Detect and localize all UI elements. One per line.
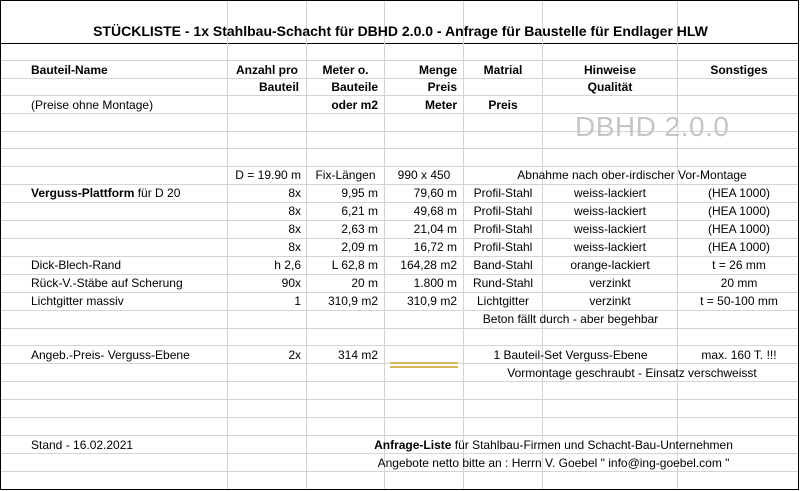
row-anzahl: 1	[294, 294, 301, 308]
row-meter: 310,9 m2	[327, 294, 378, 308]
row-menge: 310,9 m2	[406, 294, 457, 308]
angebot-max: max. 160 T. !!!	[701, 348, 777, 362]
header-bauteil: Bauteil-Name	[31, 63, 108, 77]
row-anzahl: h 2,6	[274, 258, 301, 272]
row-meter: 9,95 m	[341, 186, 378, 200]
row-sonstiges: t = 26 mm	[712, 258, 766, 272]
row-name: Rück-V.-Stäbe auf Scherung	[31, 276, 183, 290]
row-material: Band-Stahl	[473, 258, 533, 272]
sheet-title: STÜCKLISTE - 1x Stahlbau-Schacht für DBHD 2.0.0 - Anfrage für Baustelle für Endlager HLW	[93, 23, 708, 39]
angebot-anzahl: 2x	[288, 348, 301, 362]
row-hinweise: weiss-lackiert	[573, 240, 646, 254]
grid-line	[1, 328, 799, 329]
row-sonstiges: (HEA 1000)	[707, 222, 771, 236]
anfrage-label: Anfrage-Liste	[374, 438, 452, 452]
row-anzahl: 8x	[288, 186, 301, 200]
header-meter-2: Bauteile	[331, 80, 378, 94]
grid-line	[1, 435, 799, 436]
row-sonstiges: (HEA 1000)	[707, 204, 771, 218]
row-menge: 16,72 m	[413, 240, 457, 254]
row-hinweise: weiss-lackiert	[573, 222, 646, 236]
grid-line	[1, 95, 799, 96]
row-material: Lichtgitter	[476, 294, 530, 308]
angebot-vormontage: Vormontage geschraubt - Einsatz verschweisst	[507, 366, 757, 380]
header-anzahl-2: Bauteil	[258, 80, 299, 94]
row-meter: 20 m	[351, 276, 378, 290]
title-divider	[1, 43, 799, 44]
row-material: Rund-Stahl	[472, 276, 534, 290]
dbhd-watermark: DBHD 2.0.0	[575, 111, 730, 142]
header-sonstiges: Sonstiges	[710, 63, 768, 77]
row-sonstiges: 20 mm	[720, 276, 758, 290]
grid-line	[1, 345, 799, 346]
row-hinweise: orange-lackiert	[570, 258, 650, 272]
header-menge: Menge	[418, 63, 457, 77]
header-anzahl: Anzahl pro	[236, 63, 298, 77]
row-sonstiges: t = 50-100 mm	[700, 294, 778, 308]
grid-line	[1, 310, 799, 311]
row-meter: L 62,8 m	[331, 258, 378, 272]
row-meter: 2,63 m	[341, 222, 378, 236]
row-material: Profil-Stahl	[473, 204, 533, 218]
row-anzahl: 90x	[281, 276, 301, 290]
row-material: Profil-Stahl	[473, 240, 533, 254]
gold-underline	[390, 366, 458, 368]
row-menge: 164,28 m2	[400, 258, 457, 272]
grid-line	[1, 399, 799, 400]
row-name: Lichtgitter massiv	[31, 294, 124, 308]
row-material: Profil-Stahl	[473, 186, 533, 200]
header-hinweise: Hinweise	[583, 63, 637, 77]
info-laengen: Fix-Längen	[315, 168, 376, 182]
gold-underline	[390, 362, 458, 364]
angebote-contact: Angebote netto bitte an : Herrn V. Goebel " info@ing-goebel.com "	[377, 456, 730, 470]
header-menge-2: Preis	[427, 80, 457, 94]
row-menge: 79,60 m	[413, 186, 457, 200]
angebot-name: Angeb.-Preis- Verguss-Ebene	[31, 348, 190, 362]
grid-line	[1, 417, 799, 418]
header-menge-3: Meter	[424, 98, 457, 112]
row-hinweise: verzinkt	[589, 276, 631, 290]
row-menge: 1.800 m	[413, 276, 457, 290]
grid-line	[1, 453, 799, 454]
angebot-meter: 314 m2	[337, 348, 378, 362]
info-mass: 990 x 450	[397, 168, 451, 182]
header-meter: Meter o.	[322, 63, 369, 77]
info-diameter: D = 19.90 m	[235, 168, 301, 182]
row-anzahl: 8x	[288, 204, 301, 218]
row-anzahl: 8x	[288, 240, 301, 254]
row-anzahl: 8x	[288, 222, 301, 236]
row-material: Profil-Stahl	[473, 222, 533, 236]
grid-line	[1, 381, 799, 382]
row-meter: 2,09 m	[341, 240, 378, 254]
header-hinweise-2: Qualität	[587, 80, 633, 94]
preise-note: (Preise ohne Montage)	[31, 98, 154, 112]
anfrage-line	[307, 437, 799, 453]
grid-line	[1, 148, 799, 149]
header-meter-3: oder m2	[331, 98, 378, 112]
row-menge: 49,68 m	[413, 204, 457, 218]
header-material: Matrial	[483, 63, 523, 77]
info-note: Abnahme nach ober-irdischer Vor-Montage	[517, 168, 747, 182]
header-material-2: Preis	[488, 98, 518, 112]
grid-line	[1, 60, 799, 61]
row-menge: 21,04 m	[413, 222, 457, 236]
row-sonstiges: (HEA 1000)	[707, 240, 771, 254]
row-hinweise: verzinkt	[589, 294, 631, 308]
row-meter: 6,21 m	[341, 204, 378, 218]
stand-date: Stand - 16.02.2021	[31, 438, 134, 452]
angebot-set: 1 Bauteil-Set Verguss-Ebene	[493, 348, 648, 362]
row-hinweise: weiss-lackiert	[573, 204, 646, 218]
anfrage-text: für Stahlbau-Firmen und Schacht-Bau-Unternehmen	[451, 438, 733, 452]
row-hinweise: weiss-lackiert	[573, 186, 646, 200]
row-name: Verguss-Plattform für D 20	[31, 186, 181, 200]
row-name: Dick-Blech-Rand	[31, 258, 122, 272]
grid-line	[1, 471, 799, 472]
row-sonstiges: (HEA 1000)	[707, 186, 771, 200]
beton-note: Beton fällt durch - aber begehbar	[482, 312, 659, 326]
